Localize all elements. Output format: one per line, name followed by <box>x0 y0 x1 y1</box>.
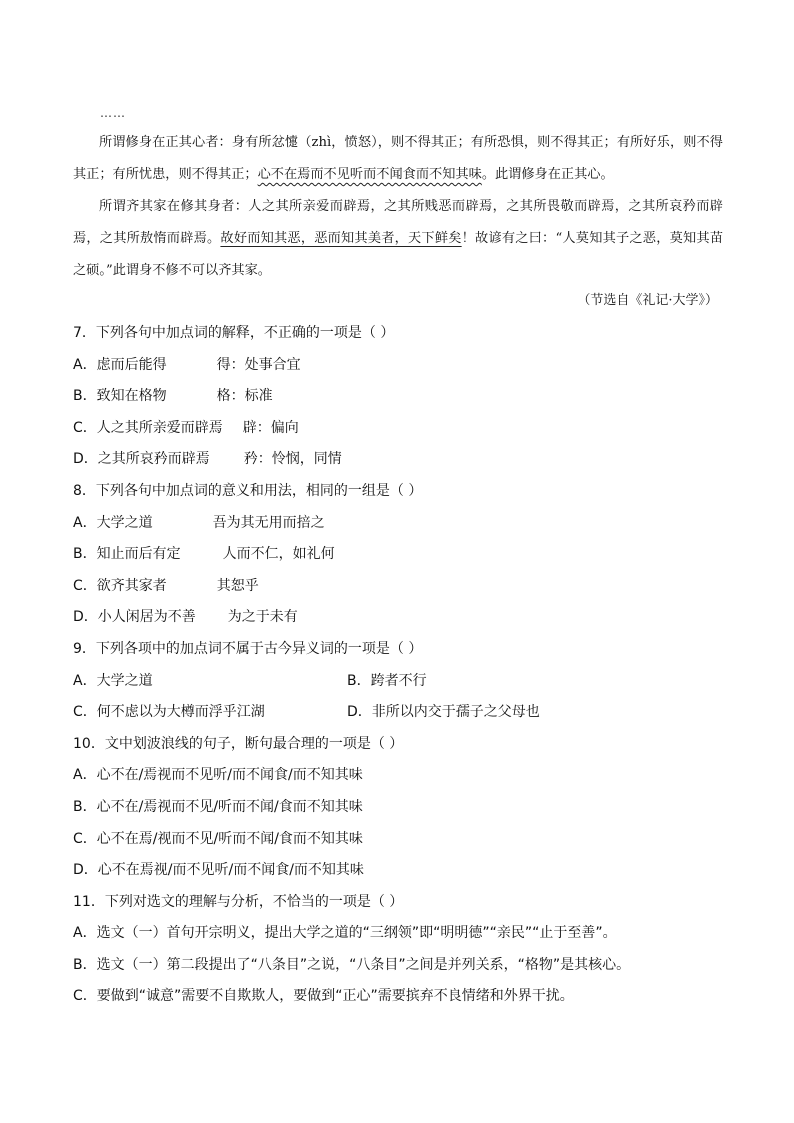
option-label: B． <box>73 546 97 563</box>
option-label: C． <box>73 577 97 594</box>
question-stem: 8．下列各句中加点词的意义和用法，相同的一组是（ ） <box>73 482 423 499</box>
option-label: B． <box>73 388 97 405</box>
option-d[interactable] <box>73 602 733 634</box>
option-label: B． <box>73 956 97 973</box>
option-note: 得：处事合宜 <box>216 356 301 373</box>
wavy-underlined-sentence: 心不在焉而不见听而不闻食而不知其味 <box>257 167 482 182</box>
option-label: A． <box>73 672 97 689</box>
option-c[interactable] <box>73 704 265 720</box>
question-stem: 11．下列对选文的理解与分析，不恰当的一项是（ ） <box>73 893 404 910</box>
passage-text: 。此谓修身在正其心。 <box>481 167 614 182</box>
option-c[interactable] <box>73 571 733 603</box>
option-text: 心不在焉/视而不见/听而不闻/食而不知其味 <box>96 830 363 847</box>
option-a[interactable] <box>73 760 733 792</box>
question-stem: 10．文中划波浪线的句子，断句最合理的一项是（ ） <box>73 735 404 752</box>
option-text: 选文（一）第二段提出了“八条目”之说，“八条目”之间是并列关系，“格物”是其核心。 <box>96 956 631 973</box>
option-note: 辟：偏向 <box>242 419 299 436</box>
option-text: 大学之道 <box>96 514 153 531</box>
option-b[interactable] <box>73 950 733 982</box>
passage-text: ！故谚有之曰：“人莫知其子之恶，莫知其苗之硕。”此谓身不修不可以齐其家。 <box>73 231 724 278</box>
option-d[interactable] <box>73 444 733 476</box>
option-note: 其恕乎 <box>216 577 259 594</box>
option-b[interactable] <box>73 539 733 571</box>
option-label: C． <box>73 988 97 1005</box>
option-text: 虑而后能得 <box>96 356 167 373</box>
option-c[interactable] <box>73 413 733 445</box>
passage-paragraph-1 <box>73 127 723 191</box>
passage-text: 所谓修身在正其心者：身有所忿懥（zhì，愤怒），则不得其正；有所恐惧，则不得其正；有所好乐，则不得其正；有所忧患，则不得其正； <box>73 135 723 182</box>
option-text: 人之其所亲爱而辟焉 <box>96 419 223 436</box>
option-a[interactable] <box>73 350 733 382</box>
option-label: B． <box>73 798 97 815</box>
option-label: A． <box>73 767 97 784</box>
question-list <box>73 318 733 1013</box>
option-d[interactable] <box>347 697 540 729</box>
passage-source: （节选自《礼记·大学》） <box>577 293 718 308</box>
option-note: 格：标准 <box>216 388 273 405</box>
option-note: 人而不仁，如礼何 <box>222 546 335 563</box>
option-label: A． <box>73 356 97 373</box>
option-text: 心不在焉视/而不见听/而不闻食/而不知其味 <box>97 862 364 879</box>
option-label: C． <box>73 704 97 721</box>
option-text: 大学之道 <box>96 672 153 689</box>
option-text: 选文（一）首句开宗明义，提出大学之道的“三纲领”即“明明德”“亲民”“止于至善”。 <box>96 925 617 942</box>
option-row <box>73 697 733 729</box>
option-text: 何不虑以为大樽而浮乎江湖 <box>96 704 265 721</box>
option-b[interactable] <box>73 381 733 413</box>
option-row <box>73 666 733 698</box>
option-note: 吾为其无用而掊之 <box>212 514 325 531</box>
option-text: 之其所哀矜而辟焉 <box>97 451 210 468</box>
option-label: D． <box>73 609 98 626</box>
omission-ellipsis: …… <box>100 106 126 120</box>
option-label: B． <box>347 672 371 689</box>
option-label: C． <box>73 419 97 436</box>
option-c[interactable] <box>73 824 733 856</box>
option-text: 知止而后有定 <box>96 546 181 563</box>
option-note: 为之于未有 <box>227 609 298 626</box>
option-note: 矜：怜悯，同情 <box>243 451 342 468</box>
option-text: 小人闲居为不善 <box>97 609 196 626</box>
option-label: A． <box>73 514 97 531</box>
passage-text: 所谓齐其家在修其身者：人之其所亲爱而辟焉，之其所贱恶而辟焉，之其所畏敬而辟焉，之其所哀矜而辟焉，之其所敖惰而辟焉。 <box>73 199 723 246</box>
question-stem: 7．下列各句中加点词的解释，不正确的一项是（ ） <box>73 325 395 341</box>
option-text: 欲齐其家者 <box>96 577 167 594</box>
passage-paragraph-2 <box>73 191 723 287</box>
option-text: 非所以内交于孺子之父母也 <box>371 704 540 721</box>
option-text: 要做到“诚意”需要不自欺欺人，要做到“正心”需要摈弃不良情绪和外界干扰。 <box>96 988 574 1005</box>
option-b[interactable] <box>347 666 427 698</box>
option-a[interactable] <box>73 918 733 950</box>
underlined-sentence: 故好而知其恶，恶而知其美者，天下鲜矣 <box>220 231 462 246</box>
option-label: D． <box>73 862 98 879</box>
option-label: D． <box>347 704 372 721</box>
option-text: 心不在/焉视而不见/听而不闻/食而不知其味 <box>96 798 363 815</box>
option-b[interactable] <box>73 792 733 824</box>
option-label: C． <box>73 830 97 847</box>
option-a[interactable] <box>73 508 733 540</box>
option-text: 心不在/焉视而不见听/而不闻食/而不知其味 <box>96 767 363 784</box>
option-a[interactable] <box>73 673 153 689</box>
question-stem: 9．下列各项中的加点词不属于古今异义词的一项是（ ） <box>73 640 423 657</box>
option-c[interactable] <box>73 981 733 1013</box>
option-d[interactable] <box>73 855 733 887</box>
option-label: D． <box>73 451 98 468</box>
option-text: 跨者不行 <box>370 672 427 689</box>
option-text: 致知在格物 <box>96 388 167 405</box>
option-label: A． <box>73 925 97 942</box>
